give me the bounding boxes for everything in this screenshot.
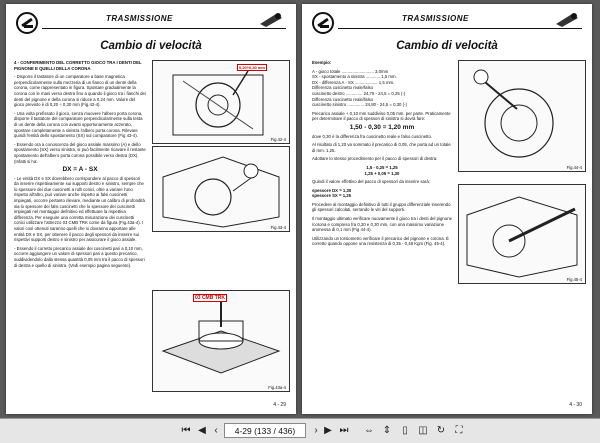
paragraph: Precarico assiale + 0,10 mm suddiviso 0,05 mm. per parte. Praticamente per determinare il pacco di spessori di sinistra si dovrà fare:	[312, 110, 451, 122]
gear-tool-icon	[258, 10, 284, 28]
figure-44-4	[458, 60, 586, 172]
formula: 1,50 - 0,30 = 1,20 mm	[349, 123, 415, 131]
result-block	[312, 188, 452, 199]
right-text-column	[312, 60, 452, 250]
result-line: spessore SX = 1,25	[312, 193, 352, 199]
paragraph: - Disporre il tastatore di un comparatore a base magnetica perpendicolarmente sulla mezzeria di un fianco di un dente della corona, come rappresentato in figura. Spostare gradualmente la corona con le mani verso destra fino a quando il gioco tra i fianchi dei denti del pignone e della corona si riduce a 0,24 mm. Valore del gioco previsto è di 0,20 ÷ 0,30 mm (Fig.42-4).	[14, 74, 146, 108]
manual-page-left	[6, 4, 296, 414]
first-page-button[interactable]: ⏮	[181, 425, 191, 436]
page-title: Cambio di velocità	[100, 40, 202, 52]
bearing-tool-drawing	[153, 291, 289, 391]
last-page-button[interactable]: ⏭	[339, 425, 349, 436]
fit-width-icon[interactable]: ⇔	[364, 425, 374, 436]
paragraph: Al risultato di 1,20 va sommato il precarico di 0,05, che porta ad un totale di mm. 1,25.	[312, 142, 451, 153]
step-heading: 4 - CONFERIMENTO DEL CORRETTO GIOCO TRA I DENTI DEL PIGNONE E QUELLI DELLA CORONA	[14, 60, 142, 71]
fit-page-icon[interactable]: ⇕	[382, 425, 392, 436]
paragraph: Adottare lo stesso procedimento per il pacco di spessori di destra:	[312, 156, 438, 162]
paragraph: dove 0,30 è la differenza fra cuscinetto reale e falso cuscinetto.	[312, 133, 433, 139]
example-list	[312, 69, 452, 108]
dimension-label: 0,20÷0,30 mm	[239, 65, 265, 70]
calc-line: 1,25 + 0,05 = 1,30	[364, 170, 400, 176]
example-line: SX - spostamento a sinistra ............ 1,5 mm.	[312, 74, 397, 80]
gear-backlash-drawing	[459, 61, 585, 171]
tool-label: 03 CMB TRK	[195, 295, 226, 301]
example-title: Esempio:	[312, 60, 332, 65]
calc-block	[312, 165, 452, 176]
manual-page-right	[302, 4, 592, 414]
gearbox-drawing	[153, 61, 289, 143]
paragraph: - Essendo ora a conoscenza del gioco assiale massimo (A) e dello spostamento (SX) verso sinistra, si può facilmente ricavare il restante spostamento dell'albero porta corona possibile verso destra (DX). (Infatti si ha:	[14, 141, 146, 164]
figure-caption: Fig.43-4	[270, 225, 286, 230]
page-number-input[interactable]: 4-29 (133 / 436)	[224, 423, 306, 438]
left-text-column	[14, 60, 146, 271]
section-header: TRASMISSIONE	[106, 14, 173, 23]
next-arrow-icon[interactable]: ›	[314, 425, 318, 436]
gear-tool-icon	[554, 10, 580, 28]
figure-caption: Fig.45-4	[566, 277, 582, 282]
figure-43-4	[152, 146, 290, 232]
header-rule	[338, 28, 582, 29]
gearbox-indicator-drawing	[153, 147, 289, 231]
viewer-toolbar	[0, 418, 600, 443]
figure-caption: Fig.44-4	[566, 165, 582, 170]
formula: DX = A - SX	[62, 166, 98, 174]
page-number: 4 - 29	[273, 402, 286, 408]
brand-logo-icon	[16, 12, 38, 34]
paragraph: Quindi il valore effettivo del pacco di spessori da inserire sarà:	[312, 179, 430, 185]
paragraph: Il montaggio ultimato verificare nuovamente il gioco tra i denti del pignone /corona e compreso fra 0,20 e 0,30 mm, con una massimo variazione ammessa di 0,1 mm (Fig 44-4).	[312, 216, 452, 233]
figure-caption: Fig.42-4	[270, 137, 286, 142]
paragraph: - Una volta prefissato il gioco, senza muovere l'albero porta corona, disporre il tastatore del comparatore perpendicolarmente sulla testa di un dente della corona con avanti opportunamente azzerato, spostare completamente a sinistra l'albero porta corona. Rilevare quindi l'entità dello spostamento (SX) sul comparatore (Fig 43-4).	[14, 110, 143, 139]
single-page-icon[interactable]: ▯	[402, 425, 408, 436]
paragraph: Utilizzando un torsiometro verificare il precarico del pignone e corona. È corretto quando oppone una resistenza di 0,35 - 0,48 Kgm (Fig. 45-4).	[312, 235, 449, 247]
header-rule	[42, 28, 286, 29]
section-header: TRASMISSIONE	[402, 14, 469, 23]
paragraph: Procedere al montaggio definitivo di tutti il gruppo differenziale inserendo gli spessori calcolati, serrando le viti del supporti.	[312, 201, 451, 213]
example-line: Differenza cuscinetto reale/falso	[312, 96, 374, 102]
example-line: cuscinetto destro .............. 24,75 - 24,5 = 0,25 (-)	[312, 90, 406, 96]
rotate-icon[interactable]: ↻	[436, 425, 446, 436]
prev-arrow-icon[interactable]: ‹	[214, 425, 218, 436]
fullscreen-icon[interactable]: ⛶	[455, 425, 463, 436]
page-title: Cambio di velocità	[396, 40, 498, 52]
paragraph: - Le entità DX e SX dovrebbero corrispondere al pacco di spessori da inserire rispettivamente sui supporti destro e sinistro, sempre che lo spessore dei due cuscinetti a rulli conici, oltre a variare l'uno rispetto all'altro, può variare anche rispetto ai falsi cuscinetti impiegati, occorre pertanto rilevare, mediante un calibro di profondità sia lo spessore dei falsi cuscinetti che lo spessore dei cuscinetti impiegati nel montaggio definitivo ed effettuare la rispettiva differenza. Per eseguire una corretta misurazione dei cuscinetti conici utilizzare l'attrezzo 03 CMB TRK come da figura (Fig.43a-4). I valori così ottenuti saranno quelli che si dovranno apportare alle entità DX e SX, per ottenere il pacco degli spessori da inserire sui rispettivi supporti destro e sinistro per assicurare il gioco assiale.	[14, 175, 145, 243]
figure-caption: Fig.43a-4	[268, 385, 286, 390]
figure-42-4	[152, 60, 290, 144]
torque-wrench-drawing	[459, 185, 585, 283]
calc-line: 1,5 - 0,25 = 1,25	[366, 164, 398, 170]
brand-logo-icon	[312, 12, 334, 34]
example-line: DX - differenza A - SX ................... 1,5 mm.	[312, 79, 395, 85]
prev-page-button[interactable]: ◀	[198, 425, 206, 436]
result-line: spessore DX = 1,30	[312, 187, 352, 193]
paragraph: - Essendo il corretto precarico assiale dei cuscinetti pari a 0,10 mm, occorre aggiungere un valore di spessori pari a questo precarico, suddividendolo dalla stessa quantità 0,05 mm tra il pacco di spessori di destra e quello di sinistra. (Vedi esempio pagina seguente).	[14, 245, 145, 268]
figure-45-4	[458, 184, 586, 284]
two-page-icon[interactable]: ◫	[418, 425, 428, 436]
page-number: 4 - 30	[569, 402, 582, 408]
next-page-button[interactable]: ▶	[324, 425, 332, 436]
example-line: cuscinetto sinistro .............. 24,80 - 24,5 = 0,30 (-)	[312, 102, 407, 108]
example-line: Differenza cuscinetto reale/falso	[312, 85, 374, 91]
figure-43a-4	[152, 290, 290, 392]
example-line: A - gioco totale ........................... 3,0mm	[312, 68, 389, 74]
